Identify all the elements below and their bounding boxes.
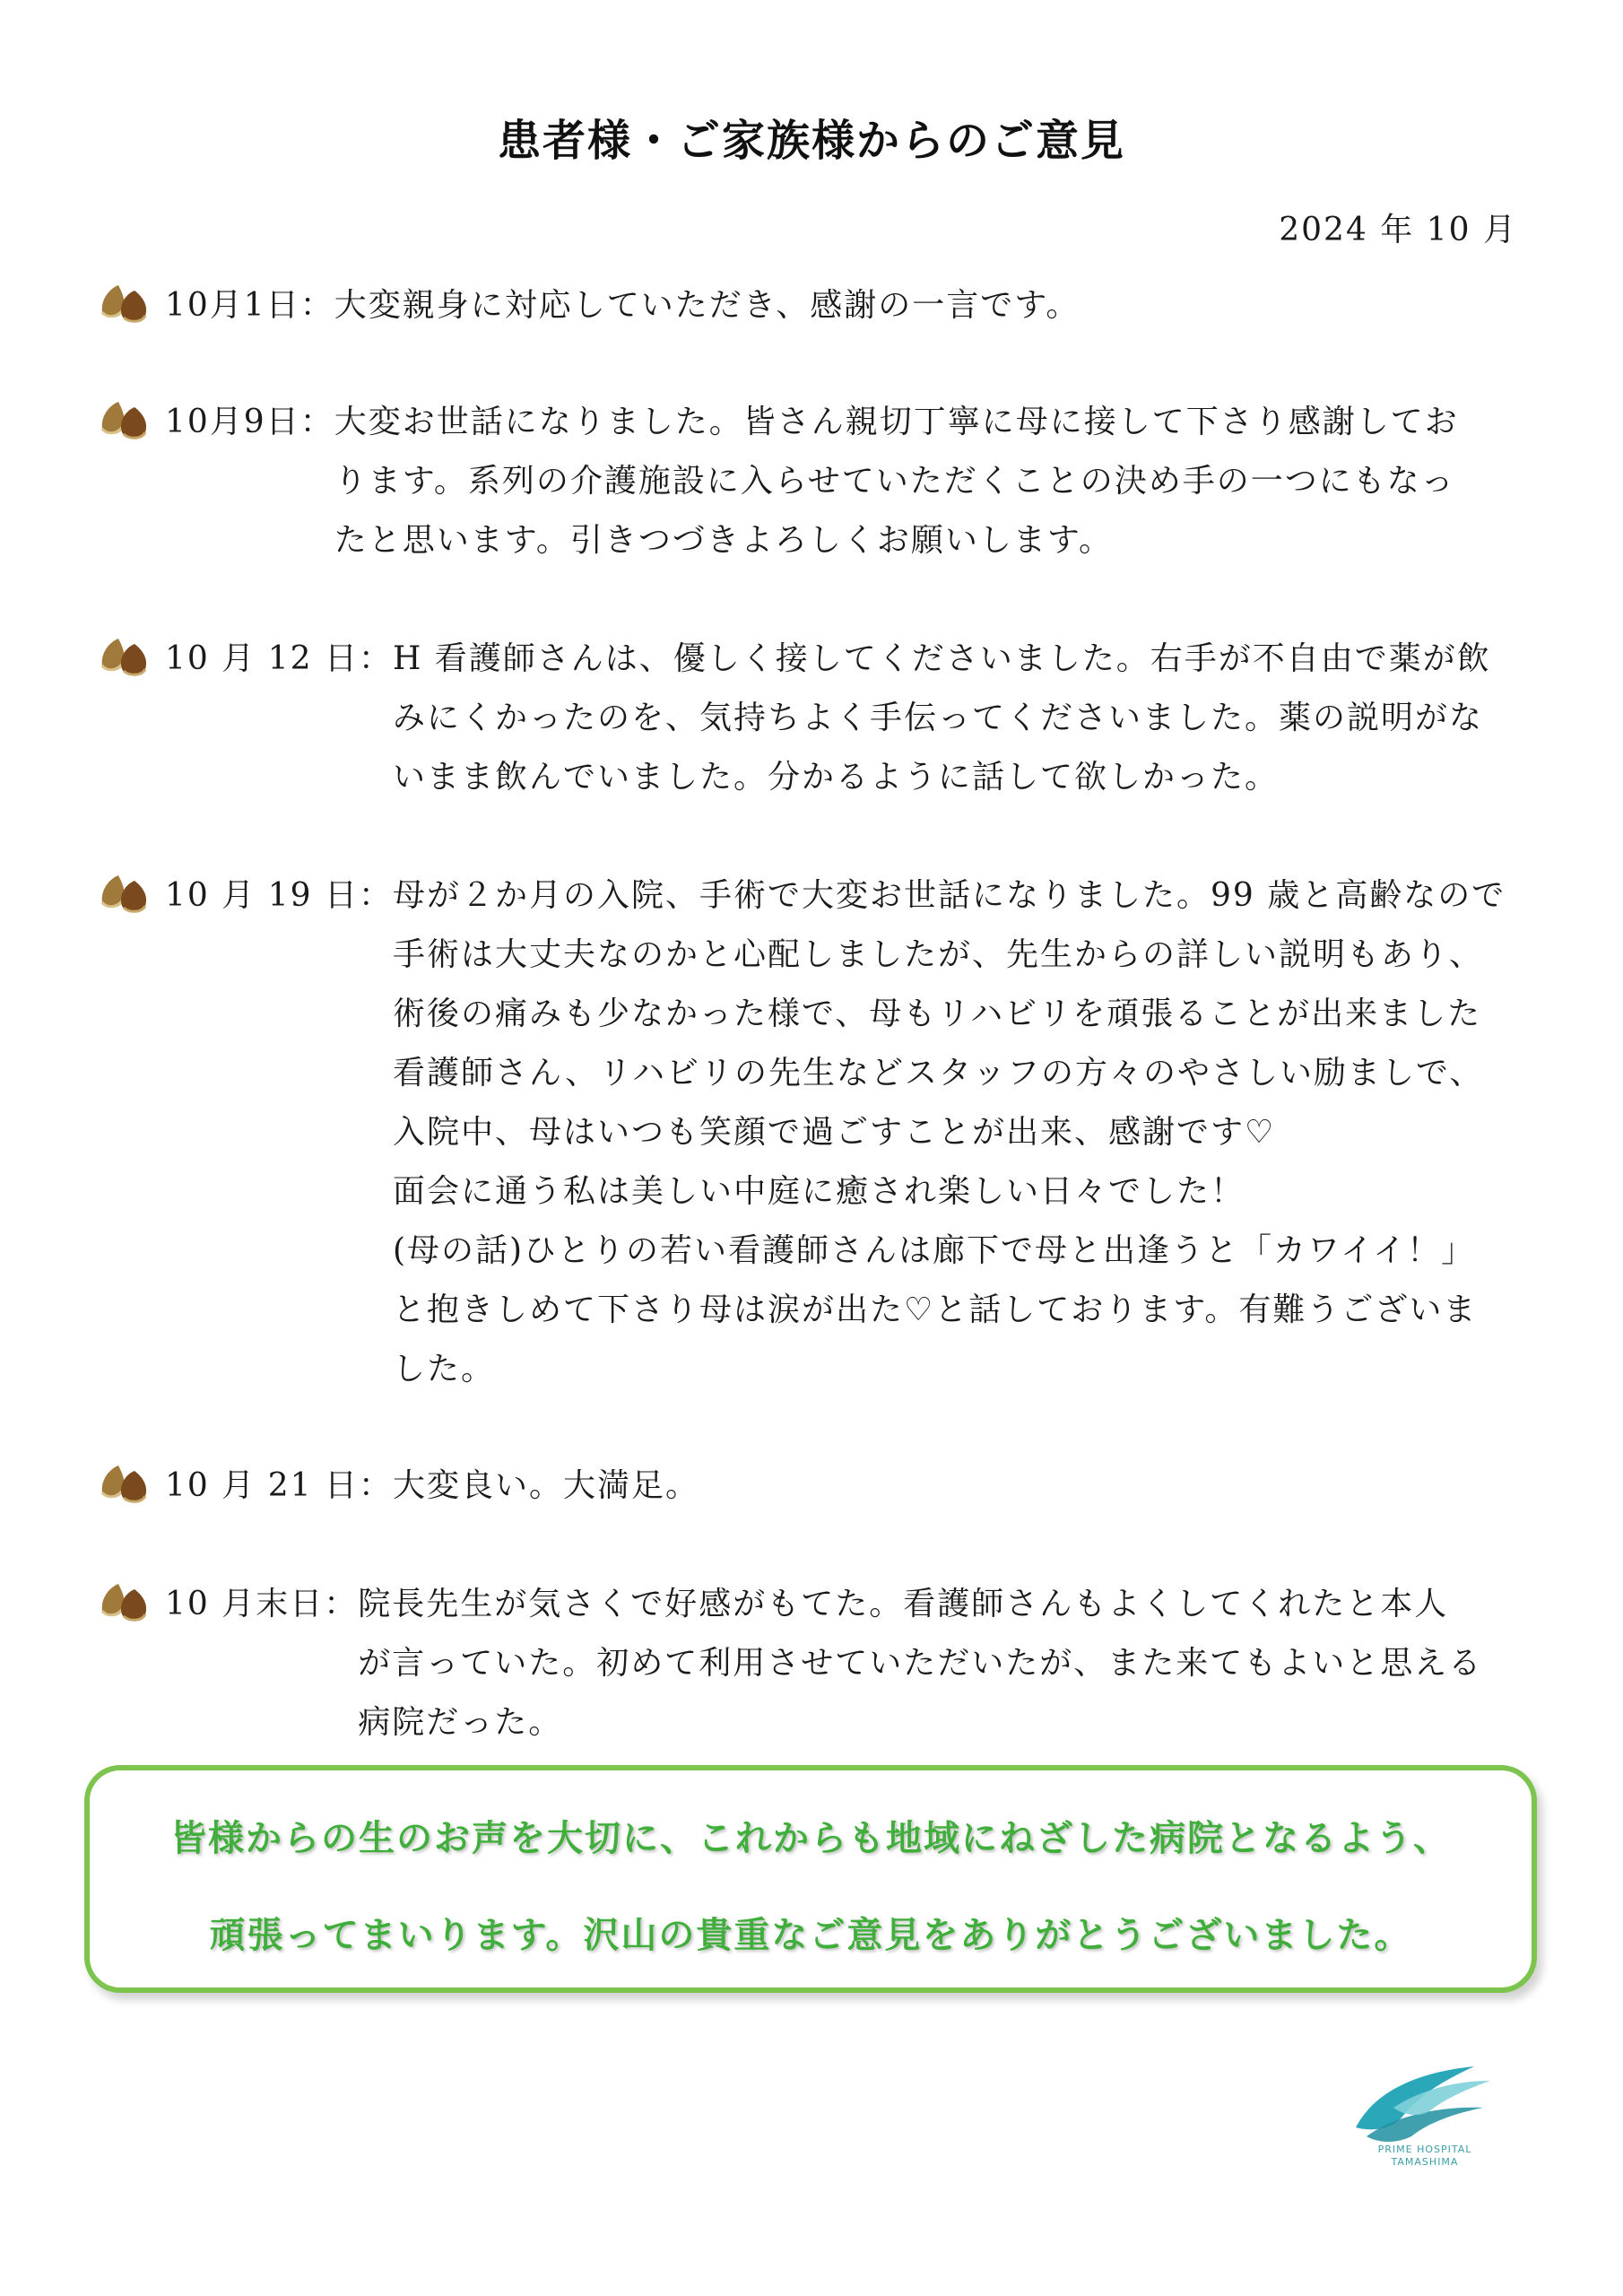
feedback-entry [97, 276, 1532, 335]
entry-date: 10 月末日： [165, 1586, 359, 1622]
entry-text: 大変お世話になりました。皆さん親切丁寧に母に接して下さり感謝してお ります。系列の介護施設に入らせていただくことの決め手の一つにもなっ たと思います。引きつづきよろしくお願いします。 [334, 404, 1459, 559]
entry-text: 院長先生が気さくで好感がもてた。看護師さんもよくしてくれたと本人 が言っていた。初めて利用させていただいたが、また来てもよいと思える 病院だった。 [358, 1586, 1483, 1741]
logo-text-line-2: TAMASHIMA [1391, 2156, 1459, 2168]
feedback-entry [97, 630, 1532, 807]
thank-you-message-box [84, 1765, 1537, 1993]
wave-logo-icon [1340, 2054, 1510, 2144]
page-title: 患者様・ご家族様からのご意見 [497, 116, 1125, 166]
entry-date: 10 月 19 日： [165, 877, 393, 914]
feedback-entry [97, 393, 1532, 570]
entry-text: 母が２か月の入院、手術で大変お世話になりました。99 歳と高齢なので 手術は大丈夫なのかと心配しましたが、先生からの詳しい説明もあり、 術後の痛みも少なかった様で、母もリハビリを頑張ることが出来ました 看護師さん、リハビリの先生などスタッフの方々のやさしい励ましで、 入院中、母はいつも笑顔で過ごすことが出来、感謝です♡ 面会に通う私は美しい中庭に癒され楽しい日々でした！ (母の話)ひとりの若い看護師さんは廊下で母と出逢うと「カワイイ！」 と抱きしめて下さり母は涙が出た♡と話しております。有難うございま した。 [392, 877, 1506, 1387]
chestnut-icon [97, 635, 154, 680]
feedback-entry [97, 1575, 1532, 1752]
entry-date: 10月9日： [165, 404, 334, 440]
chestnut-icon [97, 398, 154, 443]
logo-text-line-1: PRIME HOSPITAL [1377, 2144, 1472, 2155]
chestnut-icon [97, 1580, 154, 1625]
chestnut-icon [97, 282, 154, 326]
feedback-entry [97, 866, 1532, 1399]
entry-text: 大変良い。大満足。 [392, 1467, 699, 1504]
chestnut-icon [97, 872, 154, 917]
entry-date: 10 月 12 日： [165, 640, 393, 677]
entry-date: 10 月 21 日： [165, 1467, 393, 1504]
message-line-1: 皆様からの生のお声を大切に、これからも地域にねざした病院となるよう、 [170, 1818, 1451, 1859]
entry-date: 10月1日： [165, 287, 334, 324]
message-line-2: 頑張ってまいります。沢山の貴重なご意見をありがとうございました。 [209, 1915, 1412, 1956]
date-label: 2024 年 10 月 [1279, 212, 1517, 248]
hospital-logo [1340, 2054, 1510, 2179]
entry-text: H 看護師さんは、優しく接してくださいました。右手が不自由で薬が飲 みにくかったのを、気持ちよく手伝ってくださいました。薬の説明がな いまま飲んでいました。分かるように話して欲しかった。 [392, 640, 1491, 796]
feedback-entry [97, 1457, 1532, 1516]
chestnut-icon [97, 1462, 154, 1507]
entry-text: 大変親身に対応していただき、感謝の一言です。 [334, 287, 1081, 324]
